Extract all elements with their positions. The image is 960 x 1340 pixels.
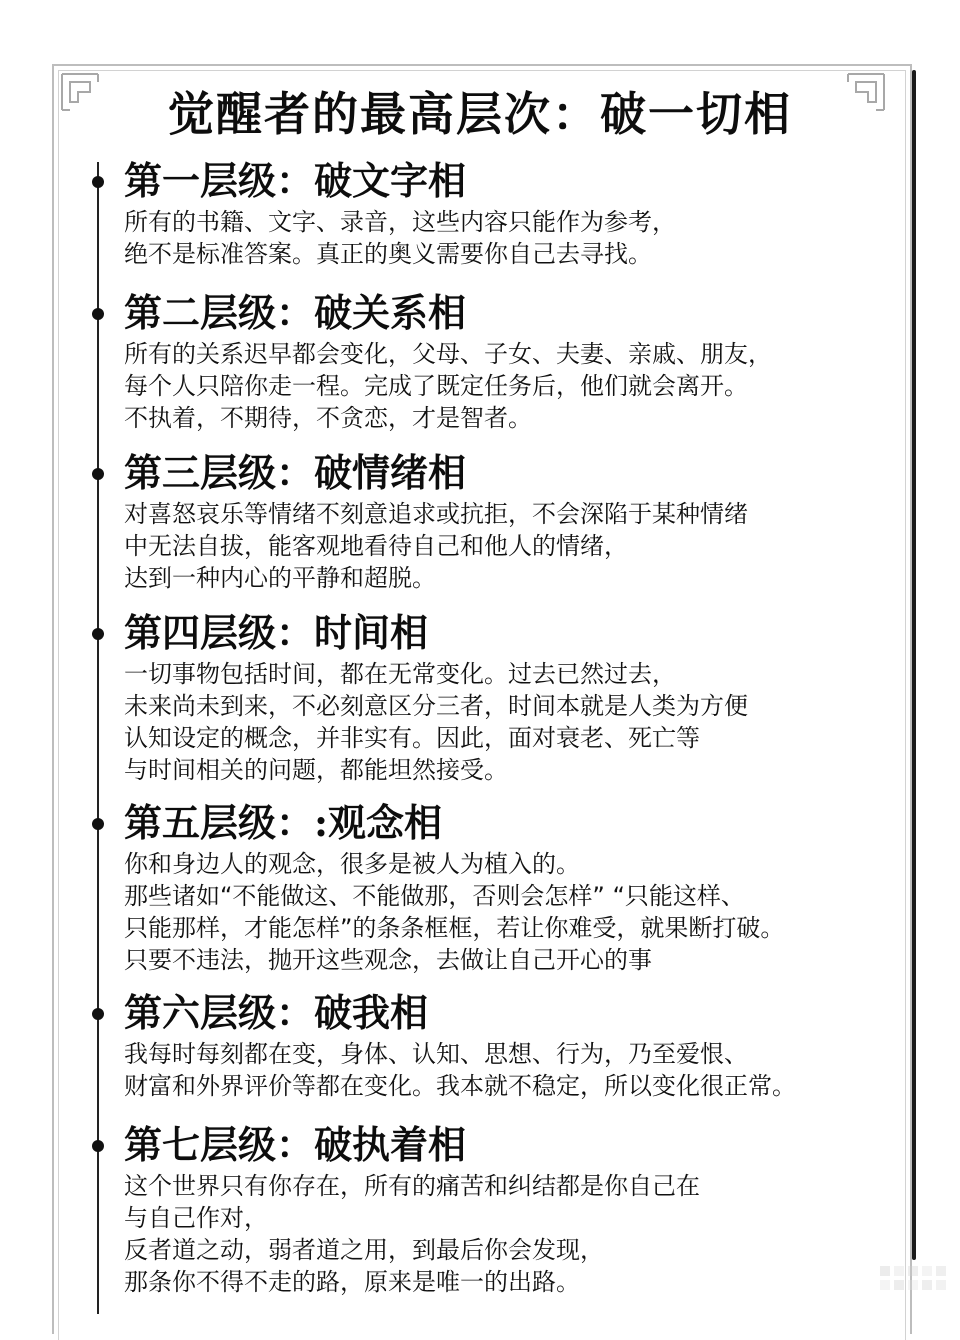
section-level-7 — [124, 1122, 914, 1298]
section-level-2 — [124, 290, 914, 434]
section-heading: 第一层级：破文字相 — [124, 158, 467, 203]
body-line: 我每时每刻都在变，身体、认知、思想、行为，乃至爱恨、 — [124, 1040, 748, 1068]
body-line: 对喜怒哀乐等情绪不刻意追求或抗拒，不会深陷于某种情绪 — [124, 500, 748, 528]
body-line: 只能那样，才能怎样”的条条框框，若让你难受，就果断打破。 — [124, 914, 785, 942]
timeline-dot — [92, 628, 104, 640]
section-body — [124, 848, 914, 976]
body-line: 未来尚未到来，不必刻意区分三者，时间本就是人类为方便 — [124, 692, 748, 720]
section-body — [124, 1170, 914, 1298]
watermark-mosaic-icon — [880, 1262, 950, 1302]
body-line: 一切事物包括时间，都在无常变化。过去已然过去， — [124, 660, 676, 688]
section-level-4 — [124, 610, 914, 786]
body-line: 不执着，不期待，不贪恋，才是智者。 — [124, 404, 532, 432]
body-line: 认知设定的概念，并非实有。因此，面对衰老、死亡等 — [124, 724, 700, 752]
body-line: 只要不违法，抛开这些观念，去做让自己开心的事 — [124, 946, 652, 974]
body-line: 达到一种内心的平静和超脱。 — [124, 564, 436, 592]
section-heading: 第三层级：破情绪相 — [124, 450, 467, 495]
body-line: 那些诸如“不能做这、不能做那，否则会怎样” “只能这样、 — [124, 882, 745, 910]
body-line: 每个人只陪你走一程。完成了既定任务后，他们就会离开。 — [124, 372, 748, 400]
body-line: 财富和外界评价等都在变化。我本就不稳定，所以变化很正常。 — [124, 1072, 796, 1100]
body-line: 所有的关系迟早都会变化，父母、子女、夫妻、亲戚、朋友， — [124, 340, 772, 368]
timeline-dot — [92, 1140, 104, 1152]
section-level-6 — [124, 990, 914, 1102]
page-title: 觉醒者的最高层次：破一切相 — [168, 87, 792, 141]
section-heading: 第七层级：破执着相 — [124, 1122, 467, 1167]
body-line: 绝不是标准答案。真正的奥义需要你自己去寻找。 — [124, 240, 652, 268]
section-heading: 第四层级：时间相 — [124, 610, 429, 655]
timeline-dot — [92, 468, 104, 480]
body-line: 与自己作对， — [124, 1204, 268, 1232]
section-body — [124, 1038, 914, 1102]
body-line: 与时间相关的问题，都能坦然接受。 — [124, 756, 508, 784]
timeline-dot — [92, 176, 104, 188]
body-line: 那条你不得不走的路，原来是唯一的出路。 — [124, 1268, 580, 1296]
timeline-dot — [92, 308, 104, 320]
section-level-5 — [124, 800, 914, 976]
section-body — [124, 206, 914, 270]
section-level-3 — [124, 450, 914, 594]
timeline-dot — [92, 818, 104, 830]
section-heading: 第二层级：破关系相 — [124, 290, 467, 335]
section-heading: 第五层级：:观念相 — [124, 800, 443, 845]
body-line: 反者道之动，弱者道之用，到最后你会发现， — [124, 1236, 604, 1264]
body-line: 你和身边人的观念，很多是被人为植入的。 — [124, 850, 580, 878]
timeline-dot — [92, 1008, 104, 1020]
body-line: 这个世界只有你存在，所有的痛苦和纠结都是你自己在 — [124, 1172, 700, 1200]
section-body — [124, 338, 914, 434]
section-body — [124, 498, 914, 594]
section-body — [124, 658, 914, 786]
body-line: 所有的书籍、文字、录音，这些内容只能作为参考， — [124, 208, 676, 236]
body-line: 中无法自拔，能客观地看待自己和他人的情绪， — [124, 532, 628, 560]
section-level-1 — [124, 158, 914, 270]
section-heading: 第六层级：破我相 — [124, 990, 429, 1035]
